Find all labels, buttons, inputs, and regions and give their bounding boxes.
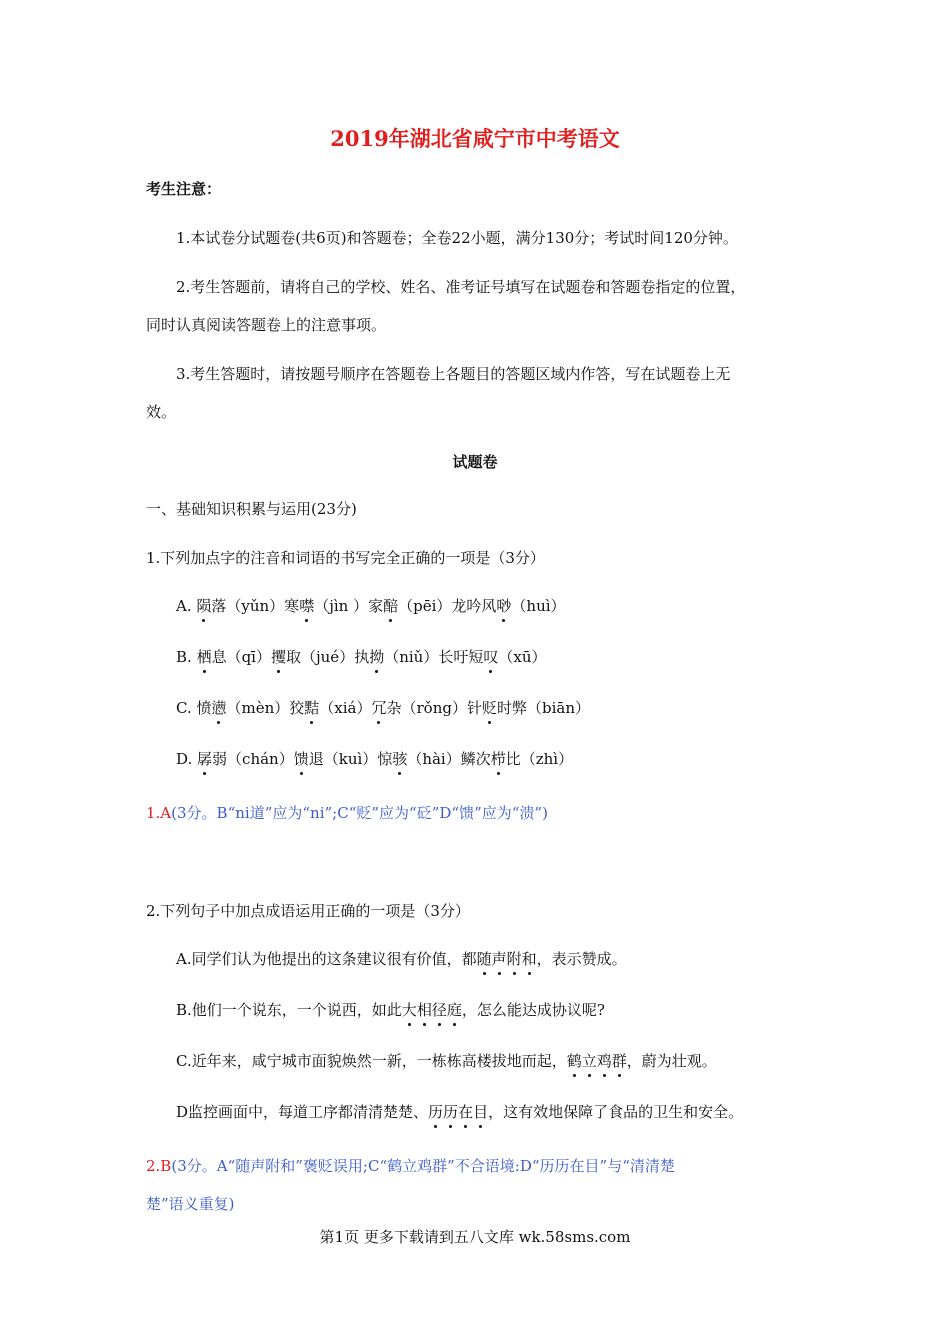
notice-item-1: 1.本试卷分试题卷(共6页)和答题卷；全卷22小题，满分130分；考试时间120分钟。 — [176, 229, 738, 247]
dotted-char: 历 — [443, 1103, 459, 1121]
dotted-char: 随 — [476, 950, 492, 968]
notice-heading: 考生注意： — [146, 180, 222, 198]
dotted-char: 噤 — [299, 597, 315, 615]
notice-item-3-line-1: 3.考生答题时，请按题号顺序在答题卷上各题目的答题区域内作答，写在试题卷上无 — [176, 365, 731, 383]
dotted-char: 馈 — [293, 750, 309, 768]
question-2-answer-line-2: 楚”语义重复) — [146, 1195, 235, 1213]
dotted-char: 径 — [431, 1001, 447, 1019]
dotted-char: 贬 — [481, 699, 497, 717]
dotted-char: 冗 — [371, 699, 387, 717]
dotted-char: 攫 — [270, 648, 286, 666]
dotted-char: 醅 — [383, 597, 399, 615]
dotted-char: 相 — [416, 1001, 432, 1019]
page-footer: 第1页 更多下载请到五八文库 wk.58sms.com — [319, 1228, 631, 1246]
dotted-char: 在 — [458, 1103, 474, 1121]
question-2-option-c: C.近年来，咸宁城市面貌焕然一新，一栋栋高楼拔地而起，鹤立鸡群，蔚为壮观。 — [176, 1052, 717, 1070]
notice-item-2-line-1: 2.考生答题前，请将自己的学校、姓名、准考证号填写在试题卷和答题卷指定的位置， — [176, 278, 746, 296]
dotted-char: 栖 — [196, 648, 212, 666]
dotted-char: 鹤 — [566, 1052, 582, 1070]
dotted-idiom — [477, 950, 537, 968]
question-1-option-d: D. 孱弱（chán）馈退（kuì）惊骇（hài）鳞次栉比（zhì） — [176, 750, 574, 768]
question-1-stem: 1.下列加点字的注音和词语的书写完全正确的一项是（3分） — [146, 549, 545, 567]
question-1-answer — [146, 802, 548, 824]
dotted-char: 和 — [521, 950, 537, 968]
notice-item-3-line-2: 效。 — [146, 403, 177, 421]
notice-item-2-line-2: 同时认真阅读答题卷上的注意事项。 — [146, 316, 387, 334]
dotted-char: 庭 — [446, 1001, 462, 1019]
dotted-char: 声 — [491, 950, 507, 968]
question-2-option-b: B.他们一个说东，一个说西，如此大相径庭，怎么能达成协议呢? — [176, 1001, 605, 1019]
dotted-char: 拗 — [369, 648, 385, 666]
answer-number: 1.A — [146, 804, 172, 822]
dotted-char: 唦 — [496, 597, 512, 615]
question-1-option-b: B. 栖息（qī）攫取（jué）执拗（niǔ）长吁短叹（xū） — [176, 648, 547, 666]
dotted-idiom — [428, 1103, 488, 1121]
question-2-stem: 2.下列句子中加点成语运用正确的一项是（3分） — [146, 902, 470, 920]
question-2-option-d: D监控画面中，每道工序都清清楚楚、历历在目，这有效地保障了食品的卫生和安全。 — [176, 1103, 744, 1121]
dotted-idiom — [402, 1001, 462, 1019]
dotted-char: 骇 — [392, 750, 408, 768]
dotted-char: 陨 — [196, 597, 212, 615]
question-1-option-a: A. 陨落（yǔn）寒噤（jìn ）家醅（pēi）龙吟风唦（huì） — [176, 597, 566, 615]
answer-explanation: (3分。B“ni道”应为“ni”;C“贬”应为“砭”D“馈”应为“溃”) — [171, 804, 548, 822]
dotted-char: 栉 — [490, 750, 506, 768]
dotted-char: 大 — [401, 1001, 417, 1019]
answer-explanation: (3分。A“随声附和”褒贬误用;C“鹤立鸡群”不合语境:D“历历在目”与“清清楚 — [171, 1157, 675, 1175]
document-title: 2019年湖北省咸宁市中考语文 — [330, 126, 620, 151]
dotted-char: 孱 — [197, 750, 213, 768]
dotted-char: 历 — [428, 1103, 444, 1121]
dotted-char: 鸡 — [596, 1052, 612, 1070]
dotted-char: 目 — [473, 1103, 489, 1121]
section-1-heading: 一、基础知识积累与运用(23分) — [146, 500, 357, 518]
dotted-char: 附 — [506, 950, 522, 968]
answer-number: 2.B — [146, 1157, 172, 1175]
dotted-char: 黠 — [304, 699, 320, 717]
dotted-idiom — [567, 1052, 627, 1070]
paper-heading: 试题卷 — [452, 453, 498, 471]
question-2-option-a: A.同学们认为他提出的这条建议很有价值，都随声附和，表示赞成。 — [176, 950, 627, 968]
dotted-char: 群 — [611, 1052, 627, 1070]
question-1-option-c: C. 愤懑（mèn）狡黠（xiá）冗杂（rǒng）针贬时弊（biān） — [176, 699, 590, 717]
question-2-answer-line-1 — [146, 1155, 675, 1177]
dotted-char: 叹 — [483, 648, 499, 666]
dotted-char: 立 — [581, 1052, 597, 1070]
dotted-char: 懑 — [211, 699, 227, 717]
